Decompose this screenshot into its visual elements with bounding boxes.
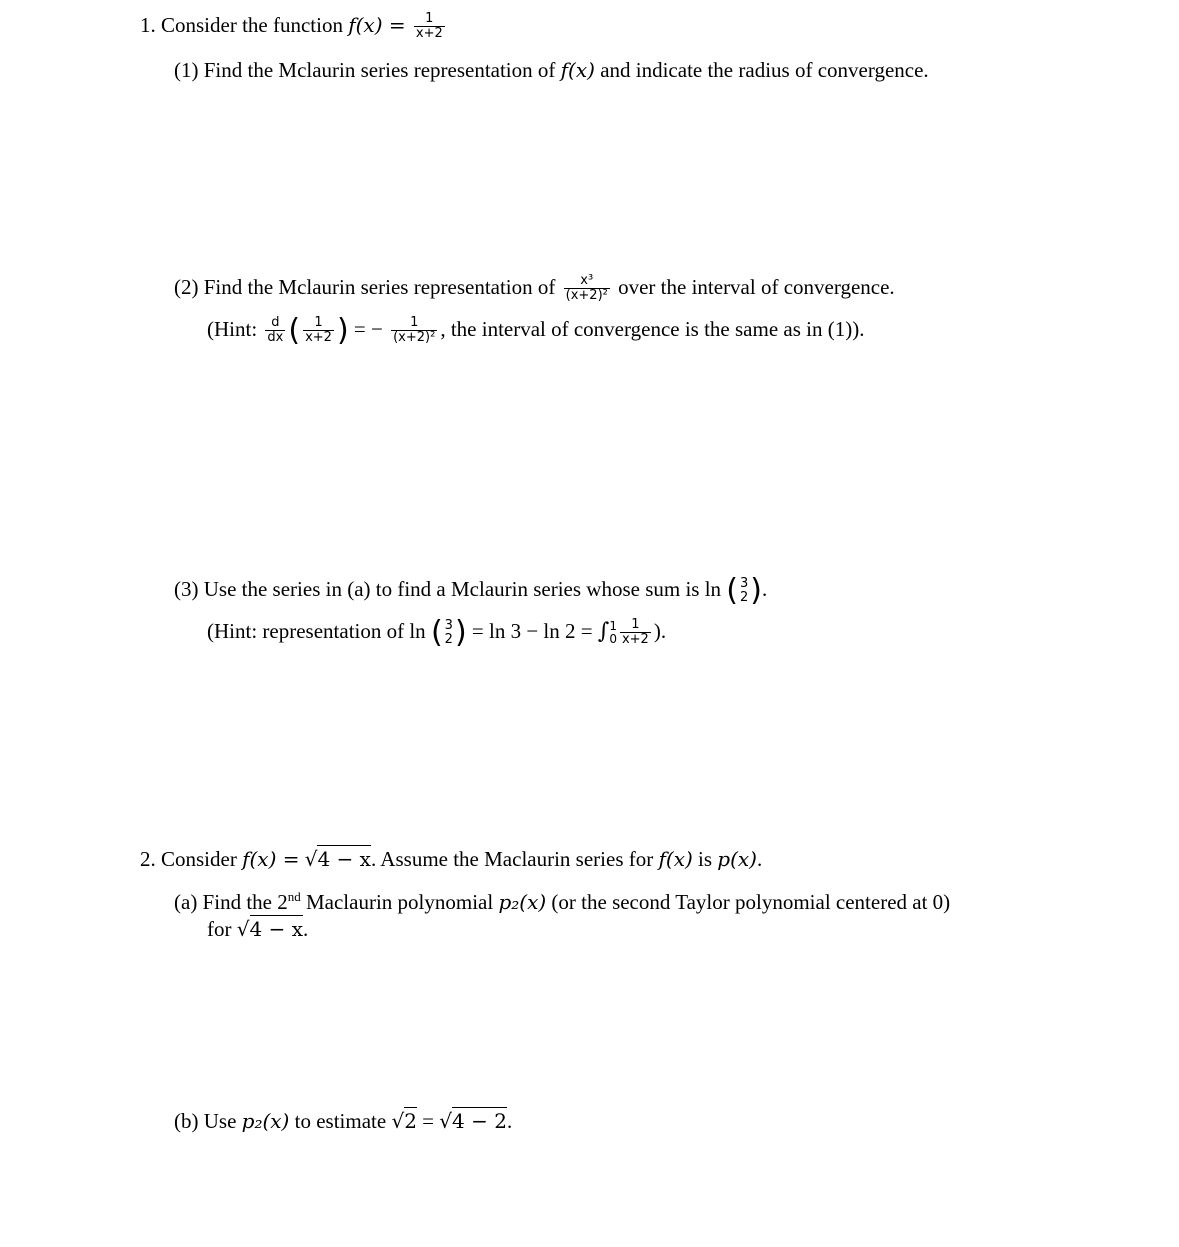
function-fx: f(x) = [242,847,300,871]
result-denominator: (x+2)² [393,330,436,346]
equals-minus: = − [353,316,383,341]
inner-numerator: 1 [314,315,323,330]
equals-sign: = [422,1109,435,1133]
integral-limits [609,620,617,646]
hint-tail: , the interval of convergence is the same as in (1)). [440,316,865,341]
fraction-denominator: (x+2)² [565,288,608,304]
integrand-fraction [620,618,651,648]
derivative-denominator: dx [267,330,284,346]
part-a-tail: (or the second Taylor polynomial centered at 0) [551,890,951,914]
hint-mid: = ln 3 − ln 2 = [471,618,593,643]
ordinal-suffix: nd [287,889,301,904]
part-3-hint [207,615,667,651]
part-a-end: . [302,917,309,941]
fraction-1-over-x-plus-2 [414,12,445,42]
problem-2-header [140,849,762,870]
binom-bottom: 2 [444,632,453,648]
fraction-numerator: 1 [425,11,434,26]
binom-3-2 [443,619,455,648]
right-paren: ) [336,313,349,349]
problem-1-header [140,12,448,42]
fraction-x3-over-x-plus-2-squared [564,274,610,304]
left-paren: ( [288,313,301,349]
function-fx-2: f(x) [658,847,693,871]
part-a-label: (a) Find the 2 [174,890,288,914]
binom-bottom: 2 [740,590,749,605]
part-1-question [174,60,929,81]
part-a-mid: Maclaurin polynomial [300,890,494,914]
fraction-numerator: x³ [580,273,594,288]
right-paren: ) [750,573,763,608]
is-word: is [698,847,713,871]
function-px: p(x) [717,847,757,871]
radicand: 4 − x [249,917,303,941]
problem-2-end: . [756,847,763,871]
derivative-operator [265,316,285,346]
part-3-tail: . [762,576,768,601]
binom-3-2 [738,577,750,606]
inner-fraction [303,316,334,346]
derivative-numerator: d [271,315,280,330]
part-b-mid: to estimate [294,1109,387,1133]
function-fx: f(x) = [348,12,406,37]
left-paren: ( [726,573,739,608]
hint-open: (Hint: [207,316,258,341]
part-b-question [174,1111,512,1132]
part-a-line-2 [207,919,308,940]
integral-upper: 1 [609,618,617,633]
part-1-tail: and indicate the radius of convergence. [600,58,929,82]
part-b-label: (b) Use [174,1109,237,1133]
binom-top: 3 [740,575,749,591]
integrand-numerator: 1 [631,617,640,632]
integral-sign: ∫ [597,618,610,644]
problem-2-intro: 2. Consider [140,847,237,871]
sqrt-symbol: √ [391,1109,405,1133]
result-fraction [391,316,437,346]
fraction-denominator: x+2 [415,26,443,42]
integrand-denominator: x+2 [621,632,649,648]
part-2-hint [207,313,865,349]
left-paren: ( [430,615,443,651]
radicand: 4 − x [317,847,371,871]
sqrt-symbol: √ [236,917,250,941]
radicand-4-minus-2: 4 − 2 [452,1109,507,1133]
problem-1-intro: 1. Consider the function [140,12,343,37]
part-1-fx: f(x) [560,58,595,82]
part-b-end: . [506,1109,513,1133]
problem-2-mid: . Assume the Maclaurin series for [370,847,654,871]
inner-denominator: x+2 [305,330,332,346]
part-a-question [174,890,950,913]
binom-top: 3 [444,617,453,633]
part-2-tail: over the interval of convergence. [618,274,895,299]
part-3-question [174,573,768,608]
part-2-label: (2) Find the Mclaurin series representation of [174,274,556,299]
right-paren: ) [454,615,467,651]
integral-lower: 0 [609,632,617,647]
part-3-label: (3) Use the series in (a) to find a Mclaurin series whose sum is ln [174,576,722,601]
result-numerator: 1 [410,315,419,330]
radicand-2: 2 [404,1109,417,1133]
polynomial-p2: p₂(x) [498,890,547,914]
part-2-question [174,274,895,304]
hint-tail: ). [653,618,667,643]
for-word: for [207,917,232,941]
sqrt-symbol: √ [439,1109,453,1133]
polynomial-p2: p₂(x) [241,1109,290,1133]
sqrt-symbol: √ [304,847,318,871]
part-1-label: (1) Find the Mclaurin series representation of [174,58,556,82]
hint-open: (Hint: representation of ln [207,618,426,643]
